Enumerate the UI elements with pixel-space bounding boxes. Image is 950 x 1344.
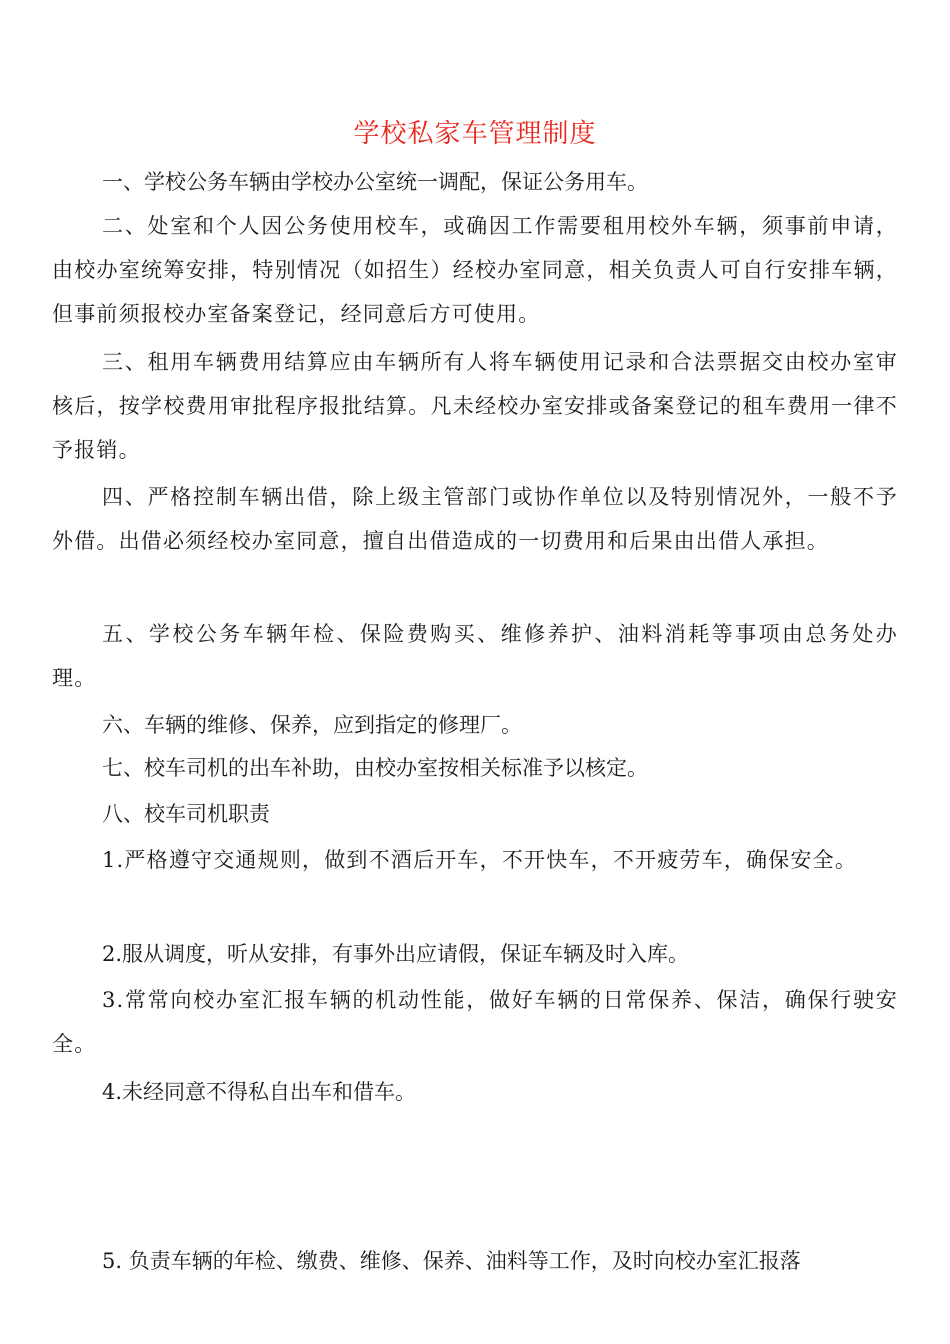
paragraph-8: 八、校车司机职责 [102,802,270,826]
duty-item-2: 2.服从调度，听从安排，有事外出应请假，保证车辆及时入库。 [102,942,690,966]
duty-item-5: 5. 负责车辆的年检、缴费、维修、保养、油料等工作，及时向校办室汇报落 [102,1249,801,1273]
paragraph-1: 一、学校公务车辆由学校办公室统一调配，保证公务用车。 [102,170,648,194]
document-title: 学校私家车管理制度 [353,119,597,149]
paragraph-7: 七、校车司机的出车补助，由校办室按相关标准予以核定。 [102,756,648,780]
duty-item-1: 1.严格遵守交通规则，做到不酒后开车，不开快车，不开疲劳车，确保安全。 [102,848,858,872]
duty-item-4: 4.未经同意不得私自出车和借车。 [102,1080,417,1104]
duty-item-3: 3.常常向校办室汇报车辆的机动性能，做好车辆的日常保养、保洁，确保行驶安全。 [52,988,898,1056]
paragraph-6: 六、车辆的维修、保养，应到指定的修理厂。 [102,713,522,737]
paragraph-2: 二、处室和个人因公务使用校车，或确因工作需要租用校外车辆，须事前申请，由校办室统筹安排，特别情况（如招生）经校办室同意，相关负责人可自行安排车辆，但事前须报校办室备案登记，经同意后方可使用。 [52,214,898,326]
paragraph-4: 四、严格控制车辆出借，除上级主管部门或协作单位以及特别情况外，一般不予外借。出借必须经校办室同意，擅自出借造成的一切费用和后果由出借人承担。 [52,485,898,553]
paragraph-5: 五、学校公务车辆年检、保险费购买、维修养护、油料消耗等事项由总务处办理。 [52,622,898,690]
paragraph-3: 三、租用车辆费用结算应由车辆所有人将车辆使用记录和合法票据交由校办室审核后，按学校费用审批程序报批结算。凡未经校办室安排或备案登记的租车费用一律不予报销。 [52,350,898,462]
